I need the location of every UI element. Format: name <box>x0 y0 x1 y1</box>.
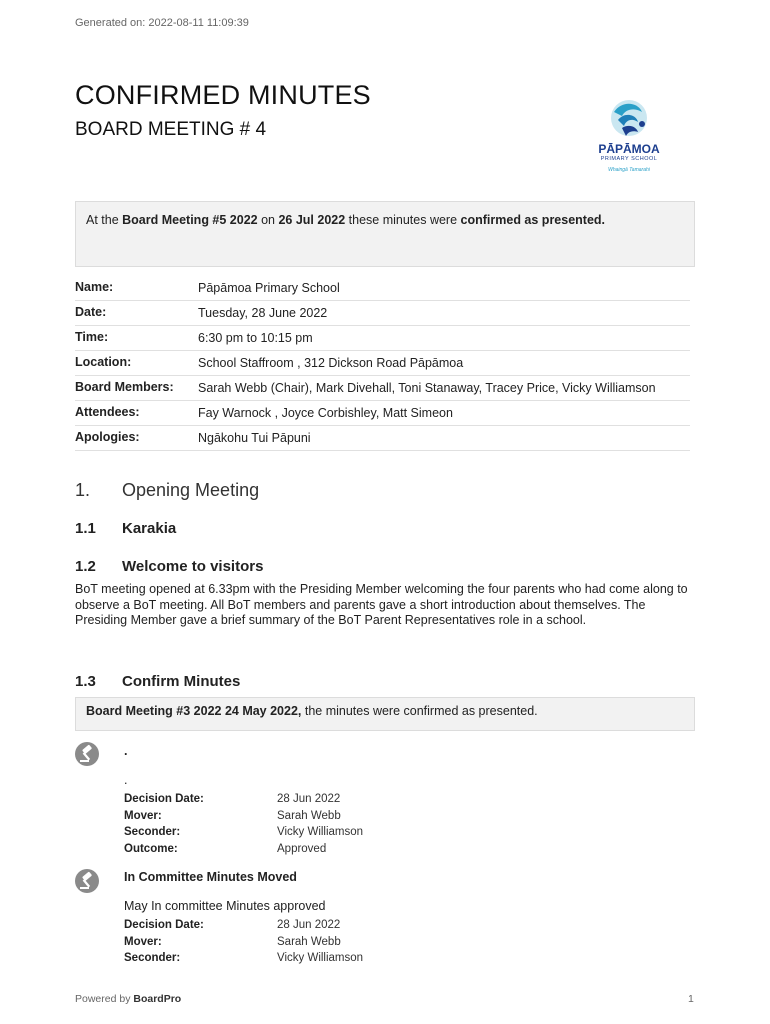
gavel-icon <box>75 869 99 893</box>
resolution-label: Mover: <box>124 809 162 822</box>
logo-name: PĀPĀMOA <box>598 142 660 156</box>
subsection-heading-karakia <box>75 520 176 537</box>
resolution-value: 28 Jun 2022 <box>277 793 341 805</box>
resolution-row <box>124 934 524 951</box>
subsection-title: Karakia <box>122 520 177 537</box>
detail-row-location <box>75 351 690 376</box>
detail-label: Time: <box>75 330 109 344</box>
previous-minutes-banner <box>75 697 695 731</box>
resolution-value: Vicky Williamson <box>277 952 364 964</box>
confirmation-middle: these minutes were <box>345 213 461 227</box>
resolution-row <box>124 808 524 825</box>
resolution-value: Sarah Webb <box>277 809 341 822</box>
resolution-row <box>124 917 524 934</box>
detail-row-time <box>75 326 690 351</box>
section-number: 1. <box>75 480 91 500</box>
detail-row-apologies <box>75 426 690 451</box>
previous-minutes-status: the minutes were confirmed as presented. <box>301 704 538 718</box>
resolution-row <box>124 841 524 858</box>
confirmation-status: confirmed as presented. <box>460 213 606 227</box>
detail-row-name <box>75 276 690 301</box>
detail-value: Ngākohu Tui Pāpuni <box>198 431 311 445</box>
gavel-icon <box>75 742 99 766</box>
confirmation-prefix: At the <box>86 213 123 227</box>
subsection-number: 1.1 <box>75 520 96 537</box>
resolution-label: Outcome: <box>124 842 178 855</box>
resolution-label: Decision Date: <box>124 793 204 805</box>
resolution-label: Seconder: <box>124 826 181 838</box>
subsection-heading-confirm-minutes <box>75 673 240 690</box>
subsection-number: 1.3 <box>75 673 96 690</box>
detail-row-attendees <box>75 401 690 426</box>
resolution-value: Sarah Webb <box>277 935 341 948</box>
detail-label: Location: <box>75 355 132 369</box>
resolution-description: May In committee Minutes approved <box>124 899 326 913</box>
subsection-title: Confirm Minutes <box>122 673 241 690</box>
footer-brand: BoardPro <box>133 993 182 1005</box>
page-number: 1 <box>688 993 694 1005</box>
detail-label: Board Members: <box>75 380 174 394</box>
confirmation-banner <box>75 201 695 267</box>
previous-minutes-meeting: Board Meeting #3 2022 24 May 2022, <box>86 704 302 718</box>
confirmation-on: on <box>257 213 279 227</box>
detail-value: Tuesday, 28 June 2022 <box>198 306 328 320</box>
resolution-label: Seconder: <box>124 952 181 964</box>
logo-subname: PRIMARY SCHOOL <box>600 156 658 162</box>
resolution-details <box>124 791 524 857</box>
detail-value: Pāpāmoa Primary School <box>198 281 340 295</box>
resolution-title: In Committee Minutes Moved <box>124 870 297 884</box>
resolution-value: 28 Jun 2022 <box>277 919 341 931</box>
resolution-row <box>124 950 524 967</box>
confirmation-date: 26 Jul 2022 <box>278 213 346 227</box>
subsection-number: 1.2 <box>75 558 96 575</box>
welcome-paragraph: BoT meeting opened at 6.33pm with the Presiding Member welcoming the four parents who had come along to observe a BoT meeting. All BoT members and parents gave a short introduction about themselves. The Presiding Member gave a brief summary of the BoT Parent Representatives role in a school. <box>75 582 688 627</box>
detail-value: Fay Warnock , Joyce Corbishley, Matt Simeon <box>198 406 453 420</box>
resolution-label: Mover: <box>124 935 162 948</box>
subsection-heading-welcome <box>75 558 263 575</box>
detail-value: Sarah Webb (Chair), Mark Divehall, Toni Stanaway, Tracey Price, Vicky Williamson <box>198 381 656 395</box>
detail-label: Apologies: <box>75 430 140 444</box>
meeting-details <box>75 276 690 451</box>
resolution-details <box>124 917 524 967</box>
detail-label: Name: <box>75 280 114 294</box>
detail-row-date <box>75 301 690 326</box>
subsection-title: Welcome to visitors <box>122 558 264 575</box>
detail-label: Attendees: <box>75 405 140 419</box>
logo-tagline: Whaingā Tamarahi <box>608 167 650 173</box>
detail-label: Date: <box>75 305 107 319</box>
generated-timestamp: Generated on: 2022-08-11 11:09:39 <box>75 17 249 29</box>
resolution-title: . <box>124 744 128 758</box>
detail-value: School Staffroom , 312 Dickson Road Pāpāmoa <box>198 356 464 370</box>
logo-wave-icon <box>592 98 666 142</box>
section-heading-opening-meeting <box>75 480 259 501</box>
detail-row-board-members <box>75 376 690 401</box>
page-title: CONFIRMED MINUTES <box>75 80 371 110</box>
resolution-description: . <box>124 773 128 787</box>
detail-value: 6:30 pm to 10:15 pm <box>198 331 313 345</box>
resolution-label: Decision Date: <box>124 919 204 931</box>
resolution-value: Approved <box>277 842 327 855</box>
footer-powered-by <box>75 993 181 1005</box>
resolution-row <box>124 791 524 808</box>
confirmation-meeting: Board Meeting #5 2022 <box>122 213 258 227</box>
resolution-value: Vicky Williamson <box>277 826 364 838</box>
footer-powered-text: Powered by <box>75 993 134 1005</box>
school-logo <box>592 98 666 178</box>
page-subtitle: BOARD MEETING # 4 <box>75 119 267 140</box>
resolution-row <box>124 824 524 841</box>
section-title: Opening Meeting <box>122 480 260 500</box>
